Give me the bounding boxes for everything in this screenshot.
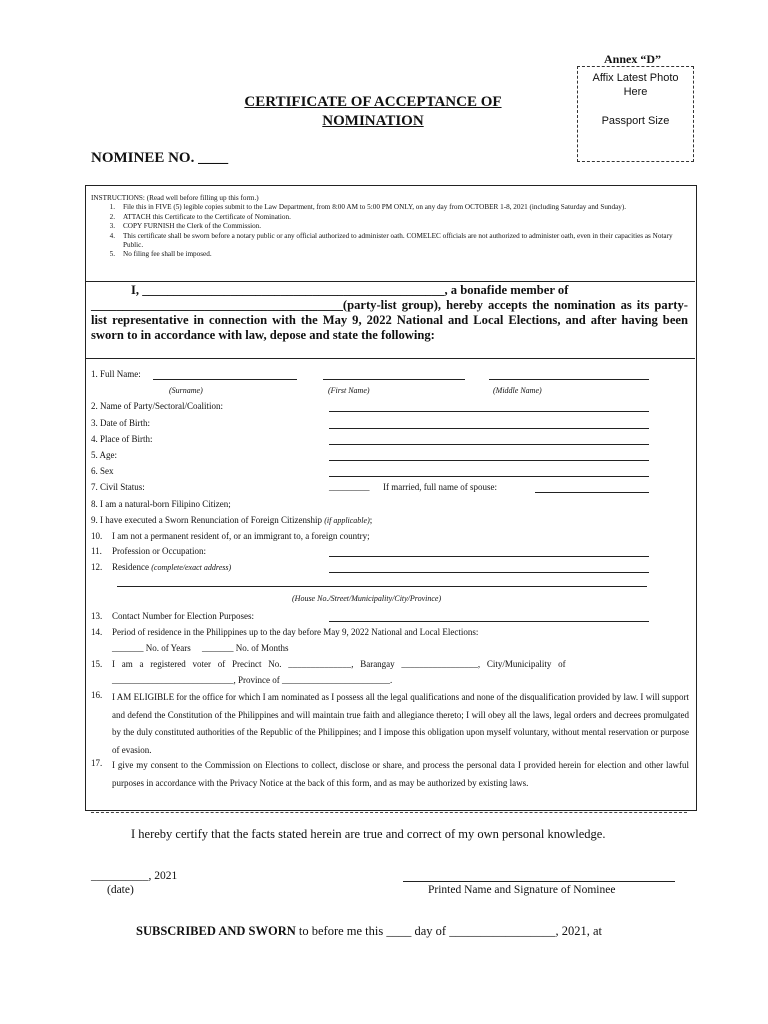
spouse-label: If married, full name of spouse: [383, 482, 497, 492]
civil-status-input[interactable]: _________ [329, 482, 370, 492]
date-input[interactable]: __________, 2021 [91, 870, 178, 882]
nominee-number: NOMINEE NO. ____ [91, 150, 229, 166]
item-15-num: 15. [91, 659, 103, 669]
full-name-label: 1. Full Name: [91, 369, 141, 379]
certification-text: I hereby certify that the facts stated herein are true and correct of my own personal knowledge. [131, 827, 606, 841]
photo-placeholder [577, 66, 694, 162]
dob-label: 3. Date of Birth: [91, 418, 150, 428]
declaration [91, 283, 688, 343]
sworn-rest: to before me this ____ day of _________________, 2021, at [295, 924, 602, 938]
photo-size: Passport Size [601, 115, 670, 127]
occupation-input[interactable] [329, 556, 649, 557]
residence-input-2[interactable] [117, 586, 647, 587]
residence-label: Residence (complete/exact address) [112, 562, 232, 572]
item-9: 9. I have executed a Sworn Renunciation of Foreign Citizenship (if applicable); [91, 515, 373, 525]
sworn-bold: SUBSCRIBED AND SWORN [136, 924, 296, 938]
residence-period-label: Period of residence in the Philippines up to the day before May 9, 2022 National and Local Elections: [112, 627, 479, 637]
occupation-label: Profession or Occupation: [112, 546, 206, 556]
item-12-num: 12. [91, 562, 103, 572]
item-8: 8. I am a natural-born Filipino Citizen; [91, 499, 231, 509]
annex-label: Annex “D” [604, 52, 662, 66]
party-label: 2. Name of Party/Sectoral/Coalition: [91, 401, 223, 411]
residence-caption: (House No./Street/Municipality/City/Province) [292, 594, 442, 603]
sex-label: 6. Sex [91, 466, 114, 476]
signature-input[interactable] [403, 881, 675, 882]
item-10-num: 10. [91, 531, 103, 541]
page-title [200, 93, 546, 131]
age-input[interactable] [329, 460, 649, 461]
contact-input[interactable] [329, 621, 649, 622]
middle-name-input[interactable] [489, 379, 649, 380]
item-10: I am not a permanent resident of, or an immigrant to, a foreign country; [112, 531, 370, 541]
instructions [91, 194, 687, 260]
instruction-item: 2. ATTACH this Certificate to the Certificate of Nomination. [109, 212, 291, 221]
signature-caption: Printed Name and Signature of Nominee [428, 884, 616, 896]
age-label: 5. Age: [91, 450, 117, 460]
instruction-item: 4. This certificate shall be sworn before a notary public or any official authorized to administer oath. COMELEC officials are not authorized to administer oath, even in their capacities as Notary Public. [109, 231, 673, 250]
declaration-body: ________________________________________(party-list group), hereby accepts the nomination as its party-list representative in connection with the May 9, 2022 National and Local Elections, and after having been sworn to in accordance with law, depose and state the following: [91, 298, 688, 342]
instruction-item: 1. File this in FIVE (5) legible copies submit to the Law Department, from 8:00 AM to 5:00 PM ONLY, on any day from OCTOBER 1-8, 2021 (including Saturday and Sunday). [109, 203, 627, 212]
personal-details [91, 362, 689, 802]
residence-input[interactable] [329, 572, 649, 573]
surname-input[interactable] [153, 379, 297, 380]
first-name-input[interactable] [323, 379, 465, 380]
party-input[interactable] [329, 411, 649, 412]
sworn-statement [136, 924, 602, 939]
consent-statement: I give my consent to the Commission on Elections to collect, disclose or share, and process the personal data I provided herein for election and other lawful purposes in accordance with the Privacy Notice at the back of this form, and as may be authorized by existing laws. [112, 760, 689, 788]
voter-registration[interactable]: I am a registered voter of Precinct No. ______________, Barangay _________________, City/Municipality of [112, 659, 566, 669]
photo-line2: Here [623, 86, 648, 98]
surname-caption: (Surname) [169, 386, 203, 395]
instructions-heading: INSTRUCTIONS: (Read well before filling up this form.) [91, 194, 259, 202]
title-line2: NOMINATION [322, 113, 424, 129]
title-line1: CERTIFICATE OF ACCEPTANCE OF [244, 94, 502, 110]
photo-line1: Affix Latest Photo [592, 72, 679, 84]
item-13-num: 13. [91, 611, 103, 621]
voter-province[interactable]: ___________________________, Province of ________________________. [112, 675, 393, 685]
sex-input[interactable] [329, 476, 649, 477]
eligibility-statement: I AM ELIGIBLE for the office for which I am nominated as I possess all the legal qualifications and none of the disqualification provided by law. I will support and defend the Constitution of the Philippines and will maintain true faith and allegiance thereto; I will obey all the laws, legal orders and decrees promulgated by the duly constituted authorities of the Republic of the Philippines; and I impose this obligation upon myself voluntary, without mental reservation or purpose of evasion. [112, 692, 689, 755]
certification [91, 826, 689, 842]
item-16-num: 16. [91, 690, 103, 700]
contact-label: Contact Number for Election Purposes: [112, 611, 254, 621]
first-name-caption: (First Name) [328, 386, 370, 395]
instruction-item: 3. COPY FURNISH the Clerk of the Commission. [109, 222, 262, 231]
civil-status-label: 7. Civil Status: [91, 482, 145, 492]
pob-label: 4. Place of Birth: [91, 434, 153, 444]
spouse-input[interactable] [535, 492, 649, 493]
item-14-num: 14. [91, 627, 103, 637]
instruction-item: 5. No filing fee shall be imposed. [109, 250, 212, 259]
date-caption: (date) [107, 884, 134, 896]
dob-input[interactable] [329, 428, 649, 429]
item-17-num: 17. [91, 758, 103, 768]
divider [91, 812, 687, 813]
middle-name-caption: (Middle Name) [493, 386, 542, 395]
item-11-num: 11. [91, 546, 102, 556]
pob-input[interactable] [329, 444, 649, 445]
declaration-line1: I, ________________________________________________, a bonafide member of [131, 283, 569, 297]
residence-period-inputs[interactable]: _______ No. of Years _______ No. of Months [112, 643, 289, 653]
